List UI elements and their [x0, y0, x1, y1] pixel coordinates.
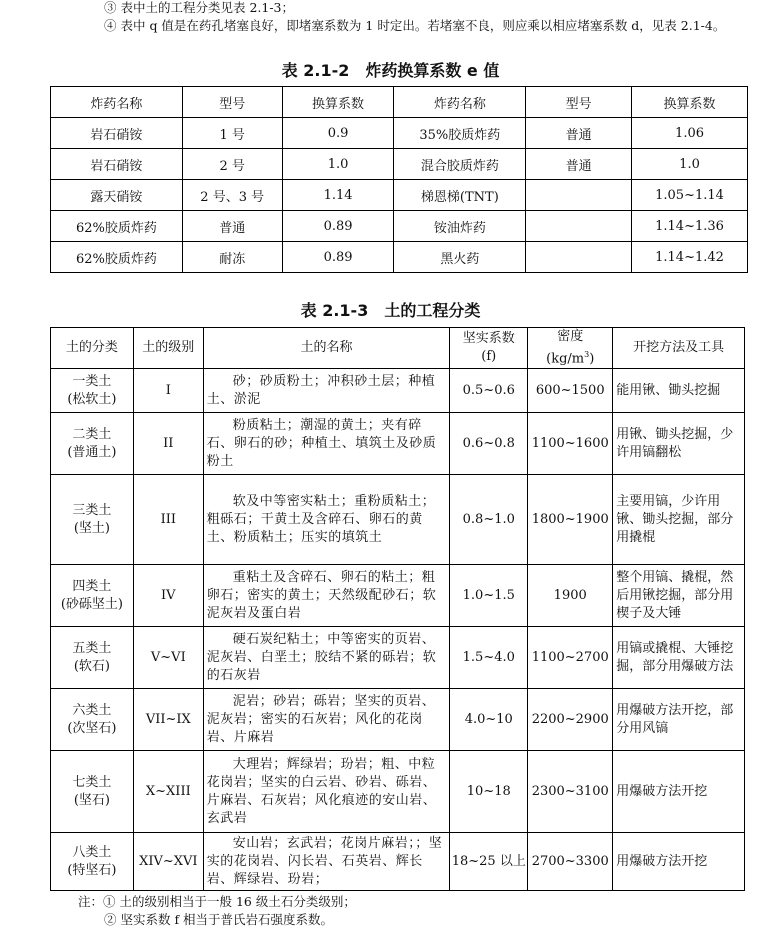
- cell-density: 1100~1600: [528, 413, 613, 475]
- cell-model-2: 普通: [526, 118, 632, 149]
- header-density-label: 密度: [557, 329, 584, 344]
- cell-model-2: [526, 211, 632, 242]
- explosive-coefficient-table: [50, 86, 748, 273]
- cell-density: 2200~2900: [528, 689, 613, 751]
- cell-hardness: 18~25 以上: [450, 833, 528, 891]
- cell-soil-class: [51, 833, 134, 891]
- cell-soil-level: II: [133, 413, 203, 475]
- cell-soil-level: V~VI: [133, 627, 203, 689]
- cell-explosive-name-2: 梯恩梯(TNT): [394, 180, 526, 211]
- soil-class-sub: (特坚石): [67, 862, 117, 878]
- cell-coefficient: 0.9: [282, 118, 394, 149]
- cell-soil-level: IV: [133, 565, 203, 627]
- cell-hardness: 1.0~1.5: [450, 565, 528, 627]
- table1-header-row: [51, 87, 748, 118]
- cell-soil-class: [51, 413, 134, 475]
- cell-density: 2300~3100: [528, 751, 613, 833]
- header-method: 开挖方法及工具: [613, 328, 745, 369]
- cell-soil-name: 硬石炭纪粘土；中等密实的页岩、泥灰岩、白垩土；胶结不紧的砾岩；软的石灰岩: [203, 627, 450, 689]
- cell-model: 耐冻: [182, 242, 282, 273]
- cell-coefficient-2: 1.14~1.36: [632, 211, 748, 242]
- soil-classification-table: [50, 327, 745, 891]
- header-soil-level: 土的级别: [133, 328, 203, 369]
- cell-hardness: 0.5~0.6: [450, 369, 528, 413]
- header-explosive-name: 炸药名称: [51, 87, 183, 118]
- cell-soil-level: XIV~XVI: [133, 833, 203, 891]
- soil-class-sub: (次坚石): [67, 720, 117, 736]
- header-model: 型号: [182, 87, 282, 118]
- cell-soil-class: [51, 751, 134, 833]
- cell-coefficient: 1.14: [282, 180, 394, 211]
- cell-method: 整个用镐、撬棍，然后用锹挖掘，部分用楔子及大锤: [613, 565, 745, 627]
- cell-hardness: 0.8~1.0: [450, 475, 528, 565]
- footnote-2: ② 坚实系数 f 相当于普氏岩石强度系数。: [104, 912, 334, 927]
- table-row: [51, 180, 748, 211]
- table-row: [51, 413, 745, 475]
- header-hardness-unit: (f): [481, 349, 497, 365]
- soil-class-label: 四类土: [72, 578, 112, 594]
- header-density: [528, 328, 613, 369]
- cell-explosive-name: 62%胶质炸药: [51, 211, 183, 242]
- cell-coefficient: 0.89: [282, 242, 394, 273]
- cell-soil-level: VII~IX: [133, 689, 203, 751]
- table-row: [51, 751, 745, 833]
- cell-method: 主要用镐，少许用锹、锄头挖掘，部分用撬棍: [613, 475, 745, 565]
- cell-soil-name: 重粘土及含碎石、卵石的粘土；粗卵石；密实的黄土；天然级配砂石；软泥灰岩及蛋白岩: [203, 565, 450, 627]
- cell-model: 2 号、3 号: [182, 180, 282, 211]
- cell-soil-level: X~XIII: [133, 751, 203, 833]
- header-hardness-label: 坚实系数: [462, 331, 515, 347]
- cell-soil-name: 大理岩；辉绿岩；玢岩；粗、中粒花岗岩；坚实的白云岩、砂岩、砾岩、片麻岩、石灰岩；风化痕迹的安山岩、玄武岩: [203, 751, 450, 833]
- cell-explosive-name: 62%胶质炸药: [51, 242, 183, 273]
- soil-class-label: 六类土: [72, 702, 112, 718]
- cell-coefficient-2: 1.06: [632, 118, 748, 149]
- cell-coefficient-2: 1.14~1.42: [632, 242, 748, 273]
- table-row: [51, 689, 745, 751]
- soil-class-sub: (软石): [73, 658, 110, 674]
- soil-class-sub: (松软土): [67, 391, 117, 407]
- header-explosive-name-2: 炸药名称: [394, 87, 526, 118]
- soil-class-sub: (坚土): [73, 520, 110, 536]
- cell-hardness: 10~18: [450, 751, 528, 833]
- note-3: ③ 表中土的工程分类见表 2.1-3；: [104, 0, 295, 15]
- note-4: ④ 表中 q 值是在药孔堵塞良好，即堵塞系数为 1 时定出。若堵塞不良，则应乘以相应堵塞系数 d，见表 2.1-4。: [104, 18, 726, 33]
- cell-soil-class: [51, 565, 134, 627]
- header-hardness: [450, 328, 528, 369]
- table2-header-row: [51, 328, 745, 369]
- cell-model-2: [526, 242, 632, 273]
- cell-model: 1 号: [182, 118, 282, 149]
- cell-soil-name: 安山岩；玄武岩；花岗片麻岩；；坚实的花岗岩、闪长岩、石英岩、辉长岩、辉绿岩、玢岩；: [203, 833, 450, 891]
- table-row: [51, 565, 745, 627]
- cell-explosive-name: 露天硝铵: [51, 180, 183, 211]
- soil-class-label: 五类土: [72, 640, 112, 656]
- cell-soil-class: [51, 369, 134, 413]
- cell-model: 普通: [182, 211, 282, 242]
- cell-model: 2 号: [182, 149, 282, 180]
- cell-coefficient: 0.89: [282, 211, 394, 242]
- table-row: [51, 475, 745, 565]
- cell-explosive-name-2: 35%胶质炸药: [394, 118, 526, 149]
- header-density-unit: $(kg/m^3)$: [546, 350, 595, 367]
- soil-class-sub: (坚石): [73, 792, 110, 808]
- cell-method: 用爆破方法开挖: [613, 751, 745, 833]
- table-row: [51, 149, 748, 180]
- soil-class-label: 八类土: [72, 844, 112, 860]
- cell-method: 用爆破方法开挖，部分用风镐: [613, 689, 745, 751]
- cell-model-2: [526, 180, 632, 211]
- table-row: [51, 211, 748, 242]
- soil-class-label: 二类土: [72, 426, 112, 442]
- soil-class-label: 七类土: [72, 774, 112, 790]
- cell-coefficient-2: 1.05~1.14: [632, 180, 748, 211]
- cell-density: 1800~1900: [528, 475, 613, 565]
- header-model-2: 型号: [526, 87, 632, 118]
- cell-soil-level: III: [133, 475, 203, 565]
- cell-soil-name: 粉质粘土；潮湿的黄土；夹有碎石、卵石的砂；种植土、填筑土及砂质粉土: [203, 413, 450, 475]
- cell-hardness: 4.0~10: [450, 689, 528, 751]
- cell-density: 600~1500: [528, 369, 613, 413]
- table-row: [51, 242, 748, 273]
- cell-explosive-name-2: 混合胶质炸药: [394, 149, 526, 180]
- cell-soil-level: I: [133, 369, 203, 413]
- cell-hardness: 1.5~4.0: [450, 627, 528, 689]
- cell-soil-name: 泥岩；砂岩；砾岩；坚实的页岩、泥灰岩；密实的石灰岩；风化的花岗岩、片麻岩: [203, 689, 450, 751]
- superscript-3: 3: [584, 350, 590, 359]
- cell-soil-class: [51, 627, 134, 689]
- cell-soil-class: [51, 689, 134, 751]
- header-coefficient: 换算系数: [282, 87, 394, 118]
- cell-soil-name: 砂；砂质粉土；冲积砂土层；种植土、淤泥: [203, 369, 450, 413]
- footnote-1: 注：① 土的级别相当于一般 16 级土石分类级别；: [78, 894, 356, 909]
- header-soil-class: 土的分类: [51, 328, 134, 369]
- cell-density: 1100~2700: [528, 627, 613, 689]
- cell-soil-class: [51, 475, 134, 565]
- cell-method: 用锹、锄头挖掘，少许用镐翻松: [613, 413, 745, 475]
- cell-method: 能用锹、锄头挖掘: [613, 369, 745, 413]
- soil-class-sub: (普通土): [67, 444, 117, 460]
- cell-explosive-name-2: 黑火药: [394, 242, 526, 273]
- header-soil-name: 土的名称: [203, 328, 450, 369]
- soil-class-label: 一类土: [72, 373, 112, 389]
- cell-explosive-name-2: 铵油炸药: [394, 211, 526, 242]
- cell-soil-name: 软及中等密实粘土；重粉质粘土；粗砾石；干黄土及含碎石、卵石的黄土、粉质粘土；压实的填筑土: [203, 475, 450, 565]
- cell-method: 用镐或撬棍、大锤挖掘，部分用爆破方法: [613, 627, 745, 689]
- cell-coefficient-2: 1.0: [632, 149, 748, 180]
- soil-class-label: 三类土: [72, 502, 112, 518]
- cell-hardness: 0.6~0.8: [450, 413, 528, 475]
- cell-coefficient: 1.0: [282, 149, 394, 180]
- table2-caption: 表 2.1-3 土的工程分类: [300, 301, 481, 320]
- cell-explosive-name: 岩石硝铵: [51, 149, 183, 180]
- header-coefficient-2: 换算系数: [632, 87, 748, 118]
- cell-method: 用爆破方法开挖: [613, 833, 745, 891]
- table1-caption: 表 2.1-2 炸药换算系数 e 值: [281, 61, 500, 80]
- table-row: [51, 833, 745, 891]
- cell-density: 1900: [528, 565, 613, 627]
- cell-density: 2700~3300: [528, 833, 613, 891]
- soil-class-sub: (砂砾坚土): [60, 596, 123, 612]
- cell-explosive-name: 岩石硝铵: [51, 118, 183, 149]
- cell-model-2: 普通: [526, 149, 632, 180]
- table-row: [51, 369, 745, 413]
- table-row: [51, 627, 745, 689]
- table-row: [51, 118, 748, 149]
